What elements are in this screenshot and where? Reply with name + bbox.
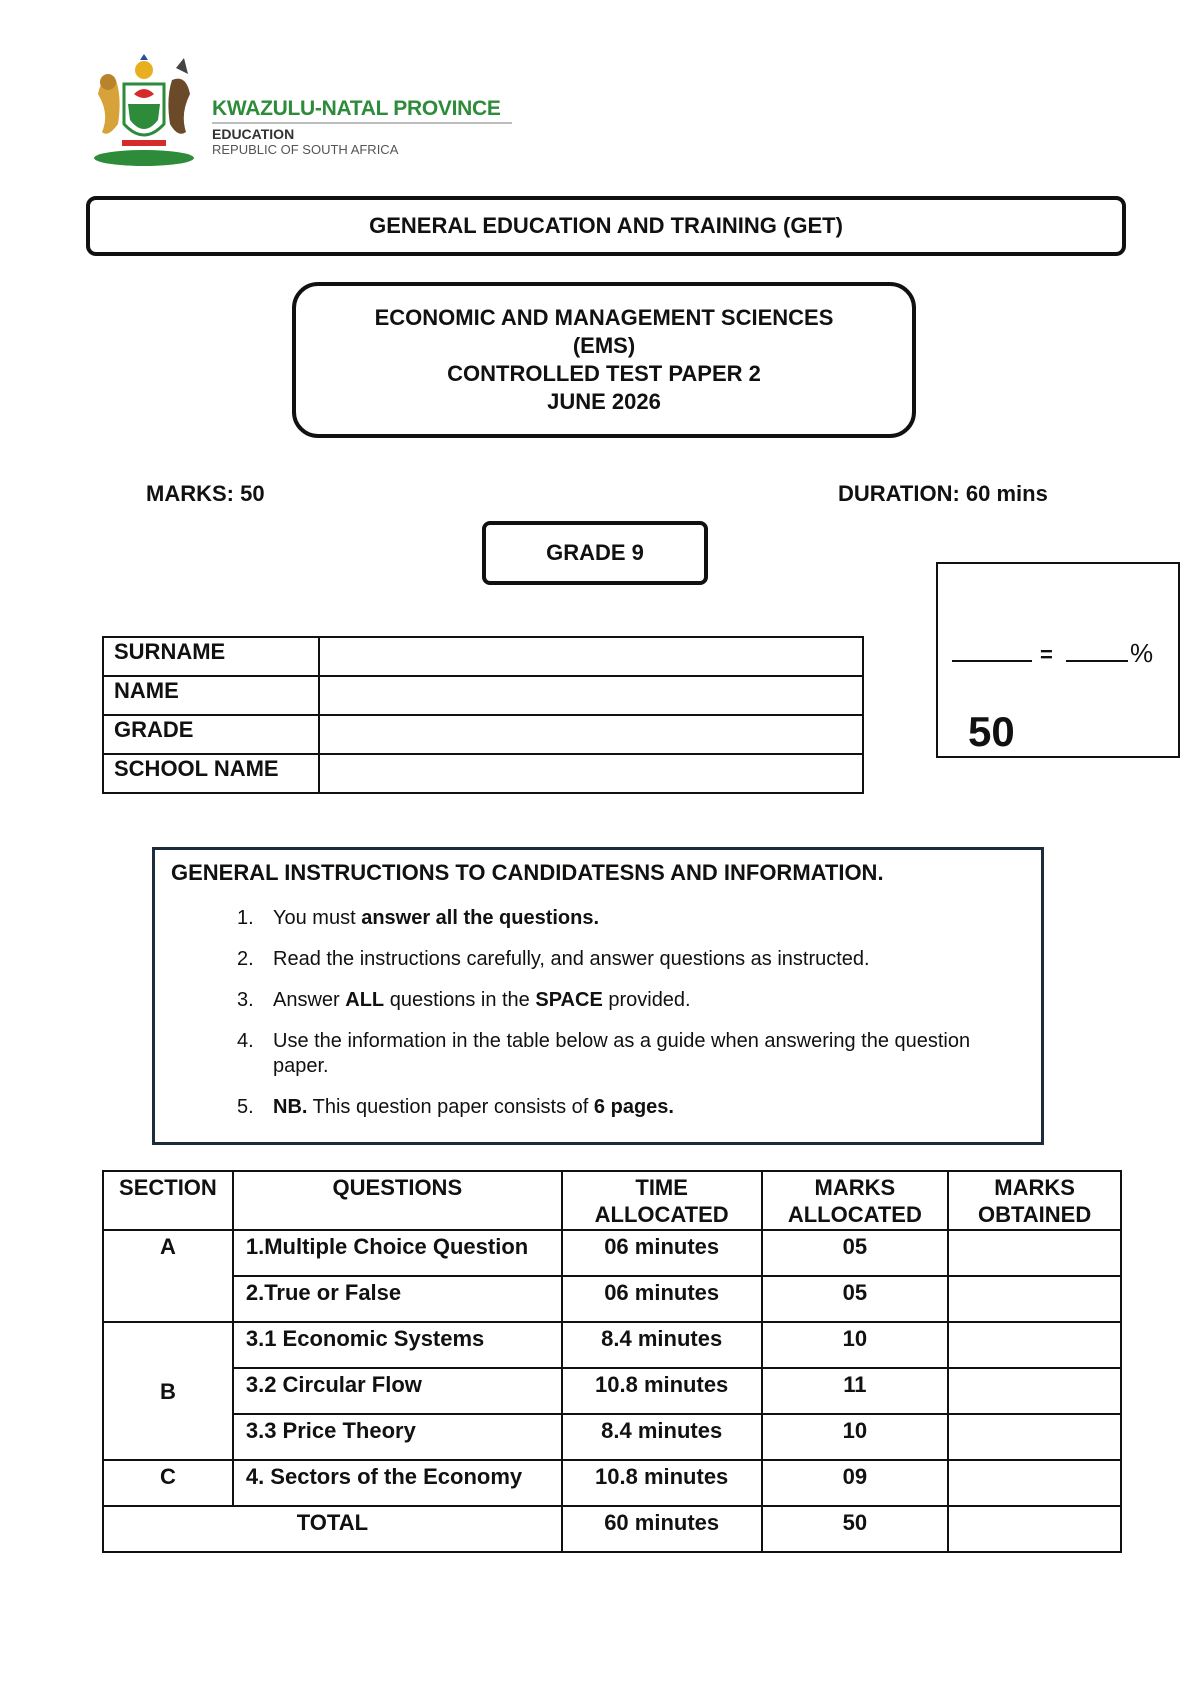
details-row-name xyxy=(103,676,863,715)
header-questions: QUESTIONS xyxy=(233,1171,562,1230)
subject-box xyxy=(292,282,916,438)
department-name: EDUCATION xyxy=(212,126,295,142)
grade-label: GRADE 9 xyxy=(546,540,644,565)
instruction-number: 3. xyxy=(237,989,254,1011)
marks-obtained-cell[interactable] xyxy=(948,1414,1121,1460)
header-marks-obt-line1: MARKS xyxy=(994,1175,1075,1200)
surname-field[interactable] xyxy=(319,637,863,676)
instructions-list xyxy=(155,906,1041,1136)
total-time: 60 minutes xyxy=(562,1506,762,1552)
marks-allocated-cell: 09 xyxy=(762,1460,949,1506)
time-cell: 8.4 minutes xyxy=(562,1322,762,1368)
question-cell: 4. Sectors of the Economy xyxy=(233,1460,562,1506)
grade-box xyxy=(482,521,708,585)
time-cell: 10.8 minutes xyxy=(562,1460,762,1506)
school-name-field[interactable] xyxy=(319,754,863,793)
instruction-number: 4. xyxy=(237,1030,254,1052)
score-obtained-blank[interactable] xyxy=(952,660,1032,662)
question-cell: 3.1 Economic Systems xyxy=(233,1322,562,1368)
instruction-emphasis: 6 pages. xyxy=(593,1096,674,1118)
phase-title-box xyxy=(86,196,1126,256)
table-row xyxy=(103,1322,1121,1368)
country-name: REPUBLIC OF SOUTH AFRICA xyxy=(212,142,399,157)
table-total-row xyxy=(103,1506,1121,1552)
instruction-text: Read the instructions carefully, and answer questions as instructed. xyxy=(273,948,870,970)
details-row-surname xyxy=(103,637,863,676)
header-divider xyxy=(212,122,512,124)
score-box xyxy=(936,562,1180,758)
marks-allocated-cell: 05 xyxy=(762,1276,949,1322)
question-cell: 3.3 Price Theory xyxy=(233,1414,562,1460)
details-label: NAME xyxy=(103,676,319,715)
instruction-item xyxy=(155,947,1041,972)
time-cell: 06 minutes xyxy=(562,1276,762,1322)
marks-allocated-cell: 10 xyxy=(762,1322,949,1368)
marks-obtained-cell[interactable] xyxy=(948,1322,1121,1368)
total-marks-obtained-cell[interactable] xyxy=(948,1506,1121,1552)
paper-title: CONTROLLED TEST PAPER 2 xyxy=(447,361,761,386)
instruction-emphasis: SPACE xyxy=(535,989,603,1011)
instruction-item xyxy=(155,988,1041,1013)
marks-allocated-cell: 10 xyxy=(762,1414,949,1460)
header-marks-allocated xyxy=(762,1171,949,1230)
header-marks-obt-line2: OBTAINED xyxy=(977,1202,1092,1227)
grade-field[interactable] xyxy=(319,715,863,754)
score-percent-sign: % xyxy=(1130,638,1154,668)
paper-date: JUNE 2026 xyxy=(547,389,661,414)
marks-allocated-cell: 05 xyxy=(762,1230,949,1276)
header-time-line1: TIME xyxy=(635,1175,688,1200)
marks-obtained-cell[interactable] xyxy=(948,1368,1121,1414)
marks-obtained-cell[interactable] xyxy=(948,1230,1121,1276)
marks-obtained-cell[interactable] xyxy=(948,1460,1121,1506)
name-field[interactable] xyxy=(319,676,863,715)
marks-label: MARKS: 50 xyxy=(146,481,265,506)
marks-allocated-cell: 11 xyxy=(762,1368,949,1414)
table-row xyxy=(103,1460,1121,1506)
header-time xyxy=(562,1171,762,1230)
instruction-emphasis: NB. xyxy=(273,1096,308,1118)
score-percent-blank[interactable] xyxy=(1066,660,1128,662)
total-label: TOTAL xyxy=(103,1506,562,1552)
details-row-grade xyxy=(103,715,863,754)
details-label: SURNAME xyxy=(103,637,319,676)
header-time-line2: ALLOCATED xyxy=(594,1202,729,1227)
time-cell: 10.8 minutes xyxy=(562,1368,762,1414)
instruction-number: 5. xyxy=(237,1096,254,1118)
table-header-row xyxy=(103,1171,1121,1230)
section-cell: C xyxy=(103,1460,233,1506)
total-marks: 50 xyxy=(762,1506,949,1552)
time-cell: 8.4 minutes xyxy=(562,1414,762,1460)
question-cell: 2.True or False xyxy=(233,1276,562,1322)
instruction-item xyxy=(155,906,1041,931)
instruction-item xyxy=(155,1095,1041,1120)
marks-obtained-cell[interactable] xyxy=(948,1276,1121,1322)
time-cell: 06 minutes xyxy=(562,1230,762,1276)
subject-abbrev: (EMS) xyxy=(572,333,636,358)
instructions-box xyxy=(152,847,1044,1145)
instruction-text: Answer xyxy=(273,989,346,1011)
instructions-title: GENERAL INSTRUCTIONS TO CANDIDATESNS AND INFORMATION. xyxy=(171,860,884,885)
sections-table xyxy=(102,1170,1122,1553)
question-cell: 3.2 Circular Flow xyxy=(233,1368,562,1414)
table-row xyxy=(103,1414,1121,1460)
instruction-emphasis: ALL xyxy=(345,989,385,1011)
table-row xyxy=(103,1368,1121,1414)
instruction-text: You must xyxy=(273,907,362,929)
instruction-text: questions in the xyxy=(384,989,536,1011)
section-cell: B xyxy=(103,1322,233,1460)
header-marks-alloc-line1: MARKS xyxy=(814,1175,896,1200)
table-row xyxy=(103,1276,1121,1322)
header-marks-alloc-line2: ALLOCATED xyxy=(787,1202,922,1227)
details-label: SCHOOL NAME xyxy=(103,754,319,793)
question-cell: 1.Multiple Choice Question xyxy=(233,1230,562,1276)
section-cell: A xyxy=(103,1230,233,1322)
header-section: SECTION xyxy=(103,1171,233,1230)
table-row xyxy=(103,1230,1121,1276)
details-label: GRADE xyxy=(103,715,319,754)
details-row-school xyxy=(103,754,863,793)
instruction-text: This question paper consists of xyxy=(307,1096,594,1118)
instruction-text: Use the information in the table below as a guide when answering the question paper. xyxy=(273,1030,971,1077)
coat-of-arms-icon xyxy=(88,54,200,168)
header-marks-obtained xyxy=(948,1171,1121,1230)
province-name: KWAZULU-NATAL PROVINCE xyxy=(212,97,501,120)
instruction-text: provided. xyxy=(602,989,691,1011)
learner-details-table xyxy=(102,636,864,794)
score-equals: = xyxy=(1040,642,1053,667)
instruction-item xyxy=(155,1029,1041,1079)
duration-label: DURATION: 60 mins xyxy=(838,481,1048,506)
subject-name: ECONOMIC AND MANAGEMENT SCIENCES xyxy=(374,305,834,330)
phase-title: GENERAL EDUCATION AND TRAINING (GET) xyxy=(369,213,843,238)
score-total: 50 xyxy=(968,708,1015,755)
instruction-number: 1. xyxy=(237,907,254,929)
instruction-number: 2. xyxy=(237,948,254,970)
instruction-emphasis: answer all the questions. xyxy=(361,907,600,929)
